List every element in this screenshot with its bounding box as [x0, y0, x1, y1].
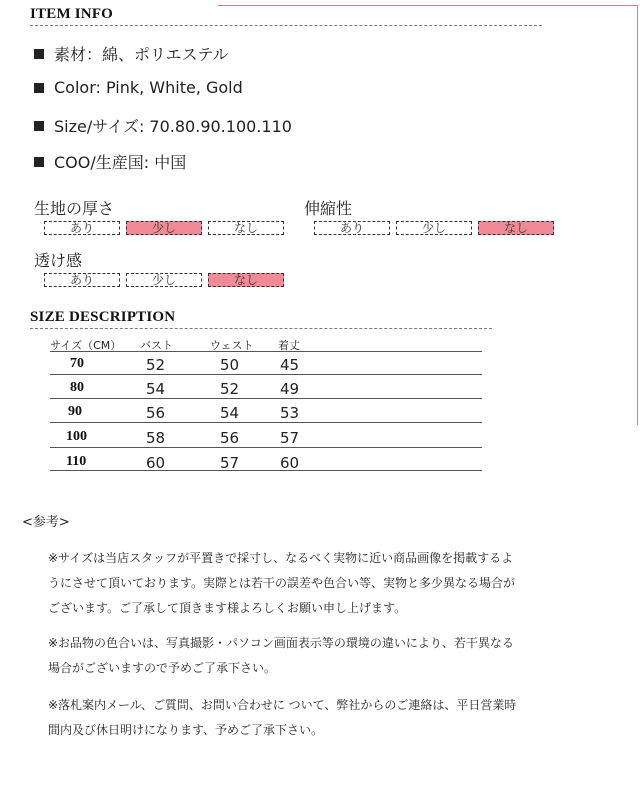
square-bullet-icon [34, 121, 44, 131]
item-info-title: ITEM INFO [30, 6, 114, 22]
note-line: うにさせて頂いております。実際とは若干の誤差や色合い等、実物と多少異なる場合が [48, 576, 516, 590]
note-line: ※落札案内メール、ご質問、お問い合わせに ついて、弊社からのご連絡は、平日営業時 [48, 698, 517, 712]
bust-cell: 56 [146, 404, 166, 422]
size-cell: 100 [66, 429, 87, 444]
size-description-divider [30, 328, 492, 329]
length-cell: 57 [280, 429, 300, 447]
size-cell: 110 [66, 454, 87, 469]
sheerness-label: 透け感 [34, 251, 83, 270]
size-table-row-line [50, 447, 482, 448]
size-header-length: 着丈 [278, 339, 300, 352]
frame-right-border [637, 5, 638, 425]
stretch-option-nashi: なし [478, 221, 554, 235]
size-table-row-line [50, 398, 482, 399]
reference-title: <参考> [22, 515, 70, 530]
sheerness-option-nashi: なし [208, 273, 284, 287]
waist-cell: 57 [220, 454, 240, 472]
bust-cell: 54 [146, 380, 166, 398]
size-cell: 80 [70, 380, 84, 395]
size-description-title: SIZE DESCRIPTION [30, 309, 176, 325]
frame-top-border [218, 5, 638, 6]
size-header-size: サイズ（CM） [50, 339, 122, 352]
size-table-header-line [50, 351, 482, 352]
bust-cell: 52 [146, 356, 166, 374]
info-row-size [34, 114, 292, 137]
info-row-text: Size/サイズ: 70.80.90.100.110 [54, 117, 292, 136]
note-line: 場合がございますので予めご了承下さい。 [48, 661, 277, 675]
length-cell: 53 [280, 404, 300, 422]
size-cell: 70 [70, 356, 84, 371]
info-row-color [34, 78, 243, 97]
size-table-row-line [50, 374, 482, 375]
square-bullet-icon [34, 83, 44, 93]
info-row-coo [34, 150, 186, 173]
note-line: ※お品物の色合いは、写真撮影・パソコン画面表示等の環境の違いにより、若干異なる [48, 636, 514, 650]
length-cell: 45 [280, 356, 300, 374]
square-bullet-icon [34, 49, 44, 59]
length-cell: 60 [280, 454, 300, 472]
reference-note [48, 631, 514, 681]
size-cell: 90 [68, 404, 82, 419]
note-line: ございます。ご了承して頂きます様よろしくお願い申し上げます。 [48, 601, 407, 615]
thickness-label: 生地の厚さ [34, 199, 115, 218]
thickness-option-sukoshi: 少し [126, 221, 202, 235]
waist-cell: 50 [220, 356, 240, 374]
sheerness-option-ari: あり [44, 273, 120, 287]
stretch-option-sukoshi: 少し [396, 221, 472, 235]
thickness-option-nashi: なし [208, 221, 284, 235]
stretch-option-ari: あり [314, 221, 390, 235]
length-cell: 49 [280, 380, 300, 398]
info-row-text: COO/生産国: 中国 [54, 153, 187, 172]
note-line: ※サイズは当店スタッフが平置きで採寸し、なるべく実物に近い商品画像を掲載するよ [48, 551, 514, 565]
reference-note [48, 546, 515, 621]
stretch-label: 伸縮性 [304, 199, 353, 218]
info-row-material [34, 42, 229, 65]
waist-cell: 56 [220, 429, 240, 447]
waist-cell: 52 [220, 380, 240, 398]
size-header-waist: ウェスト [210, 339, 254, 352]
reference-note [48, 693, 516, 743]
thickness-option-ari: あり [44, 221, 120, 235]
bust-cell: 60 [146, 454, 166, 472]
size-table-row-line [50, 422, 482, 423]
bust-cell: 58 [146, 429, 166, 447]
square-bullet-icon [34, 157, 44, 167]
sheerness-option-sukoshi: 少し [126, 273, 202, 287]
size-table-row-line [50, 470, 482, 471]
note-line: 間内及び休日明けになります、予めご了承下さい。 [48, 723, 324, 737]
waist-cell: 54 [220, 404, 240, 422]
item-info-divider [30, 25, 542, 26]
info-row-text: Color: Pink, White, Gold [54, 78, 243, 97]
size-header-bust: バスト [140, 339, 173, 352]
info-row-text: 素材：綿、ポリエステル [54, 45, 229, 64]
